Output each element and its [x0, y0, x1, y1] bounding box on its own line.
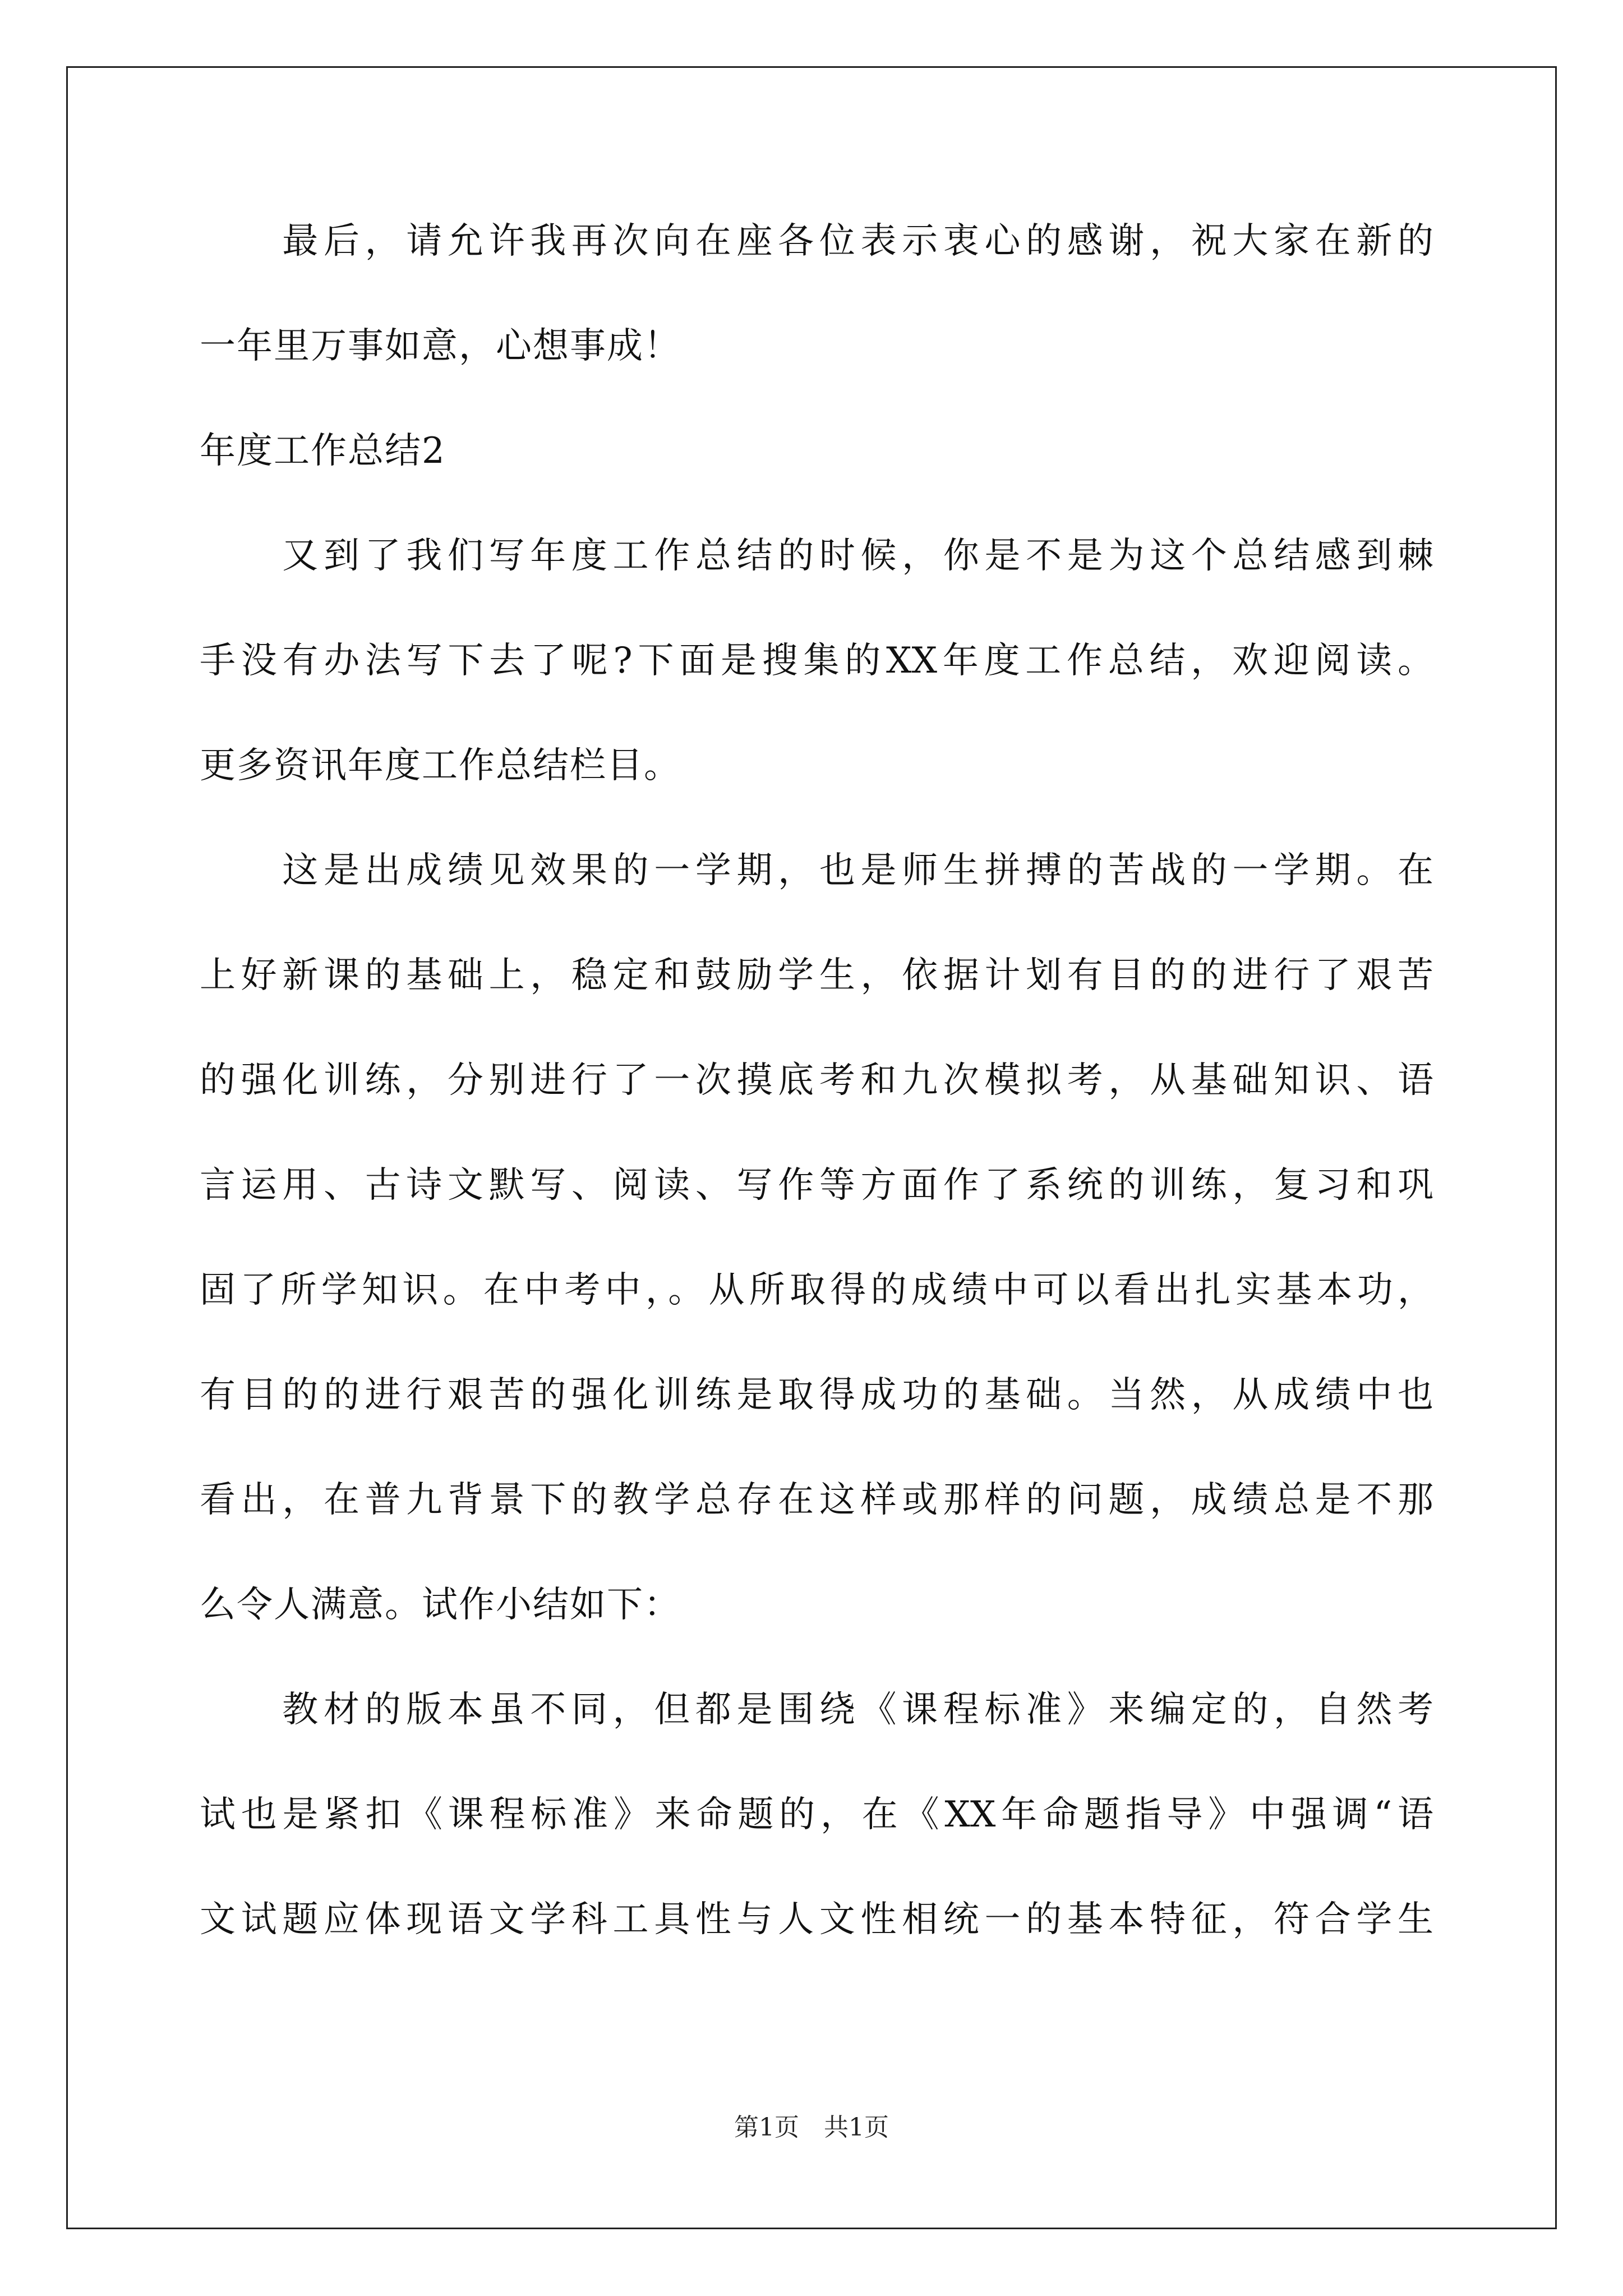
- paragraph-line: 手没有办法写下去了呢?下面是搜集的XX年度工作总结，欢迎阅读。: [200, 640, 1433, 682]
- paragraph-line: 言运用、古诗文默写、阅读、写作等方面作了系统的训练，复习和巩: [200, 1165, 1433, 1206]
- paragraph-line: 固了所学知识。在中考中，。从所取得的成绩中可以看出扎实基本功，: [200, 1269, 1433, 1311]
- page-number-footer: 第1页 共1页: [734, 2113, 889, 2142]
- paragraph-line: 这是出成绩见效果的一学期，也是师生拼搏的苦战的一学期。在: [200, 850, 1433, 891]
- paragraph-line: 试也是紧扣《课程标准》来命题的，在《XX年命题指导》中强调“语: [200, 1794, 1433, 1835]
- section-heading: 年度工作总结2: [200, 430, 446, 472]
- paragraph-line: 一年里万事如意，心想事成！: [200, 325, 681, 367]
- paragraph-line: 的强化训练，分别进行了一次摸底考和九次模拟考，从基础知识、语: [200, 1060, 1433, 1101]
- paragraph-line: 么令人满意。试作小结如下：: [200, 1584, 681, 1626]
- paragraph-line: 有目的的进行艰苦的强化训练是取得成功的基础。当然，从成绩中也: [200, 1374, 1433, 1416]
- paragraph-line: 更多资讯年度工作总结栏目。: [200, 745, 681, 786]
- paragraph-line: 又到了我们写年度工作总结的时候，你是不是为这个总结感到棘: [200, 535, 1433, 577]
- paragraph-line: 教材的版本虽不同，但都是围绕《课程标准》来编定的，自然考: [200, 1689, 1433, 1731]
- paragraph-line: 看出，在普九背景下的教学总存在这样或那样的问题，成绩总是不那: [200, 1479, 1433, 1521]
- paragraph-line: 文试题应体现语文学科工具性与人文性相统一的基本特征，符合学生: [200, 1899, 1433, 1940]
- paragraph-line: 最后，请允许我再次向在座各位表示衷心的感谢，祝大家在新的: [200, 220, 1433, 262]
- paragraph-line: 上好新课的基础上，稳定和鼓励学生，依据计划有目的的进行了艰苦: [200, 955, 1433, 996]
